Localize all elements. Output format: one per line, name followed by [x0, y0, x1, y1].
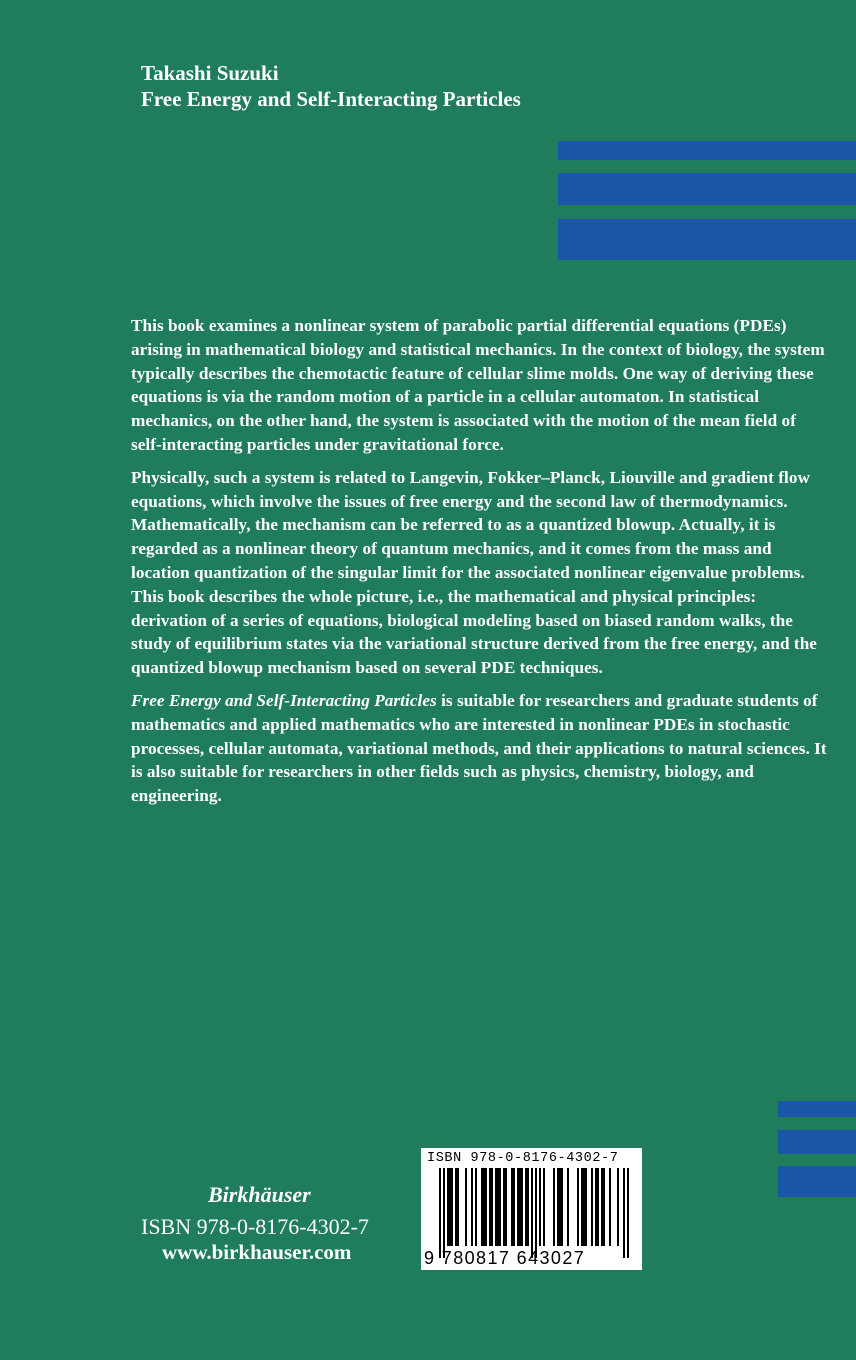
- barcode-bar: [481, 1168, 483, 1246]
- barcode-bar: [513, 1168, 515, 1246]
- barcode-bar: [591, 1168, 593, 1246]
- publisher-name: Birkhäuser: [208, 1182, 311, 1207]
- author-name: Takashi Suzuki: [141, 61, 279, 85]
- barcode-bar: [439, 1168, 441, 1258]
- barcode-bar: [521, 1168, 523, 1246]
- blurb-paragraph-3: [131, 689, 831, 808]
- barcode-bar: [623, 1168, 625, 1258]
- barcode-bar: [483, 1168, 485, 1246]
- barcode-bar: [497, 1168, 499, 1246]
- blurb: [131, 314, 831, 817]
- isbn-text: ISBN 978-0-8176-4302-7: [141, 1214, 369, 1239]
- barcode-bar: [539, 1168, 541, 1246]
- barcode-bar: [617, 1168, 619, 1246]
- barcode-bar: [561, 1168, 563, 1246]
- barcode-bar: [585, 1168, 587, 1246]
- barcode-bar: [511, 1168, 513, 1246]
- barcode-bar: [627, 1168, 629, 1258]
- barcode-isbn-label: ISBN 978-0-8176-4302-7: [427, 1151, 619, 1166]
- barcode-bar: [559, 1168, 561, 1246]
- top-stripe-2: [558, 173, 856, 205]
- barcode-bar: [577, 1168, 579, 1246]
- barcode-bar: [557, 1168, 559, 1246]
- barcode-bar: [595, 1168, 597, 1246]
- barcode-bar: [475, 1168, 477, 1246]
- barcode-bar: [471, 1168, 473, 1246]
- barcode-bar: [503, 1168, 505, 1246]
- barcode-bar: [543, 1168, 545, 1246]
- barcode-bar: [449, 1168, 451, 1246]
- barcode-bar: [597, 1168, 599, 1246]
- top-stripe-3: [558, 219, 856, 260]
- barcode-bar: [567, 1168, 569, 1246]
- barcode-bar: [581, 1168, 583, 1246]
- barcode-bar: [495, 1168, 497, 1246]
- barcode-bar: [491, 1168, 493, 1246]
- barcode-bar: [535, 1168, 537, 1258]
- barcode-bar: [457, 1168, 459, 1246]
- blurb-book-title: Free Energy and Self-Interacting Particles: [131, 690, 437, 710]
- barcode-bar: [505, 1168, 507, 1246]
- barcode-bar: [443, 1168, 445, 1258]
- barcode-bar: [583, 1168, 585, 1246]
- barcode-digits: 9 780817 643027: [424, 1248, 586, 1268]
- barcode: [421, 1148, 642, 1270]
- book-title: Free Energy and Self-Interacting Particles: [141, 87, 521, 111]
- barcode-bar: [451, 1168, 453, 1246]
- barcode-bar: [447, 1168, 449, 1246]
- barcode-bar: [553, 1168, 555, 1246]
- barcode-bar: [519, 1168, 521, 1246]
- barcode-bar: [527, 1168, 529, 1246]
- blurb-paragraph-1: This book examines a nonlinear system of parabolic partial differential equations (PDEs) arising in mathematical biology and statistical mechanics. In the context of biology, the system typically describes the chemotactic feature of cellular slime molds. One way of deriving these equations is via the random motion of a particle in a cellular automaton. In statistical mechanics, on the other hand, the system is associated with the motion of the mean field of self-interacting particles under gravitational force.: [131, 316, 825, 454]
- publisher-website: www.birkhauser.com: [162, 1240, 352, 1264]
- barcode-bar: [601, 1168, 603, 1246]
- blurb-paragraph-2: Physically, such a system is related to Langevin, Fokker–Planck, Liouville and gradient flow equations, which involve the issues of free energy and the second law of thermodynamics. Mathematically, the mechanism can be referred to as a quantized blowup. Actually, it is regarded as a nonlinear theory of quantum mechanics, and it comes from the mass and location quantization of the singular limit for the associated nonlinear eigenvalue problems. This book describes the whole picture, i.e., the mathematical and physical principles: derivation of a series of equations, biological modeling based on biased random walks, the study of equilibrium states via the variational structure derived from the free energy, and the quantized blowup mechanism based on several PDE techniques.: [131, 467, 817, 678]
- barcode-bar: [485, 1168, 487, 1246]
- barcode-bar: [517, 1168, 519, 1246]
- bottom-stripe-3: [778, 1166, 856, 1197]
- barcode-bar: [525, 1168, 527, 1246]
- top-stripe-1: [558, 141, 856, 160]
- barcode-bar: [455, 1168, 457, 1246]
- bottom-stripe-2: [778, 1130, 856, 1154]
- bottom-stripe-1: [778, 1101, 856, 1117]
- barcode-bar: [609, 1168, 611, 1246]
- barcode-bar: [531, 1168, 533, 1258]
- barcode-bar: [465, 1168, 467, 1246]
- barcode-bar: [499, 1168, 501, 1246]
- barcode-bar: [489, 1168, 491, 1246]
- barcode-bar: [603, 1168, 605, 1246]
- blurb-paragraph-3-text: is suitable for researchers and graduate students of mathematics and applied mathematics who are interested in nonlinear PDEs in stochastic processes, cellular automata, variational methods, and their applications to natural sciences. It is also suitable for researchers in other fields such as physics, chemistry, biology, and engineering.: [131, 690, 827, 806]
